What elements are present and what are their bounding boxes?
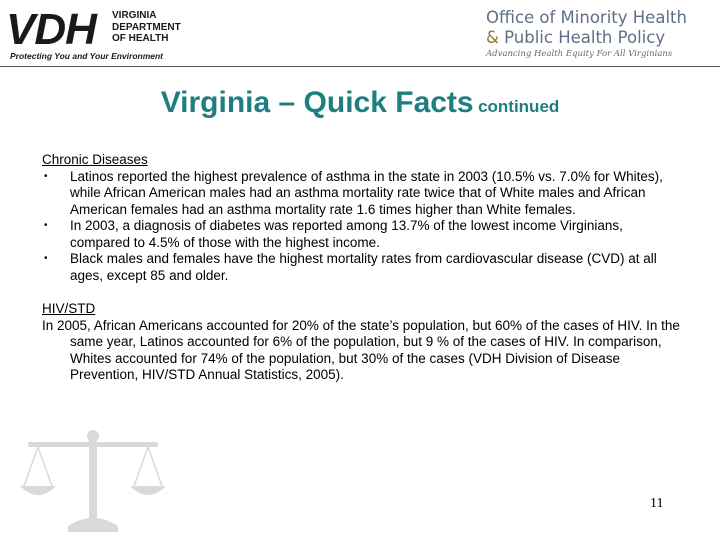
bullet-icon: • xyxy=(44,253,48,264)
vdh-logo xyxy=(4,6,190,64)
list-item-text: Black males and females have the highest mortality rates from cardiovascular disease (CVD) at all ages, except 85 and older. xyxy=(70,251,657,283)
vdh-logo-org-name xyxy=(112,10,181,45)
header-divider xyxy=(0,66,720,67)
bullet-icon: • xyxy=(44,220,48,231)
hiv-std-paragraph: In 2005, African Americans accounted for 20% of the state’s population, but 60% of the cases of HIV. In the same year, Latinos accounted for 6% of the population, but 9 % of the cases of HIV. In comparison, Whites accounted for 74% of the population, but 30% of the cases (VDH Division of Disease Prevention, HIV/STD Annual Statistics, 2005). xyxy=(42,317,680,382)
slide-body xyxy=(42,152,682,384)
omh-logo-line2-text: Public Health Policy xyxy=(504,28,666,47)
vdh-logo-tagline: Protecting You and Your Environment xyxy=(10,51,164,61)
omh-logo xyxy=(486,8,718,64)
list-item xyxy=(42,218,682,251)
list-item-text: In 2003, a diagnosis of diabetes was reported among 13.7% of the lowest income Virginians, compared to 4.5% of those with the highest income. xyxy=(70,218,623,250)
omh-logo-line1: Office of Minority Health xyxy=(486,8,687,27)
chronic-diseases-list xyxy=(42,169,682,285)
chronic-diseases-heading: Chronic Diseases xyxy=(42,152,148,167)
hiv-std-heading: HIV/STD xyxy=(42,301,96,316)
slide-title xyxy=(0,86,720,120)
scales-of-justice-icon xyxy=(18,428,168,538)
omh-logo-ampersand: & xyxy=(486,28,499,47)
omh-logo-tagline: Advancing Health Equity For All Virginians xyxy=(486,49,673,59)
bullet-icon: • xyxy=(44,170,48,182)
list-item xyxy=(42,251,682,284)
omh-logo-line2 xyxy=(486,28,718,48)
slide-header xyxy=(0,0,720,68)
vdh-logo-mark: VDH xyxy=(6,5,96,54)
slide-title-main: Virginia – Quick Facts xyxy=(160,86,474,119)
vdh-org-line: VIRGINIA xyxy=(112,10,157,21)
vdh-org-line: DEPARTMENT xyxy=(112,21,181,33)
list-item xyxy=(42,169,682,219)
vdh-org-line: OF HEALTH xyxy=(112,33,169,44)
list-item-text: Latinos reported the highest prevalence of asthma in the state in 2003 (10.5% vs. 7.0% for Whites), while African American males had an asthma mortality rate twice that of White males and African American females had an asthma mortality rate 1.6 times higher than White females. xyxy=(70,168,663,217)
slide-title-suffix: continued xyxy=(478,97,560,116)
page-number: 11 xyxy=(650,496,664,511)
hiv-section xyxy=(42,301,682,384)
